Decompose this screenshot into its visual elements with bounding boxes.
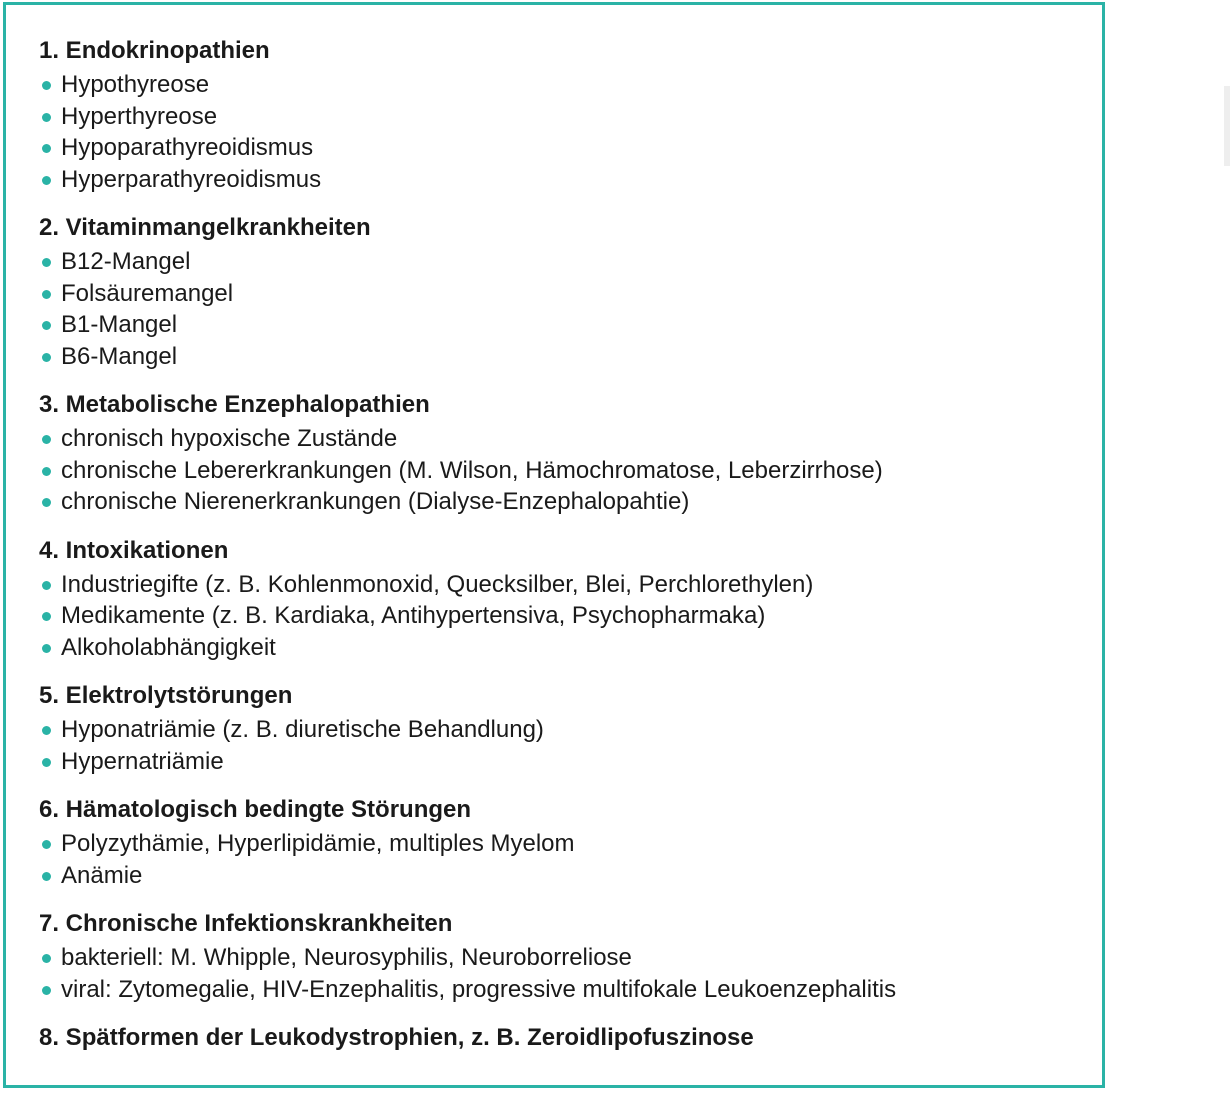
bullet-icon xyxy=(42,290,51,299)
bullet-icon xyxy=(42,113,51,122)
section-title: 3. Metabolische Enzephalopathien xyxy=(39,391,430,418)
bullet-icon xyxy=(42,986,51,995)
list-item xyxy=(39,860,1092,892)
section-title: 8. Spätformen der Leukodystrophien, z. B. Zeroidlipofuszinose xyxy=(39,1024,754,1051)
bullet-icon xyxy=(42,872,51,881)
bullet-icon xyxy=(42,353,51,362)
list-item-text: Polyzythämie, Hyperlipidämie, multiples Myelom xyxy=(61,830,575,857)
section xyxy=(39,535,1092,664)
list-item-text: Hyperparathyreoidismus xyxy=(61,165,322,193)
list-item-text: chronische Nierenerkrankungen (Dialyse-Enzephalopahtie) xyxy=(61,488,690,515)
list-item xyxy=(39,132,1092,164)
list-item xyxy=(39,942,1092,974)
bullet-icon xyxy=(42,612,51,621)
list-item xyxy=(39,455,1092,487)
section xyxy=(39,794,1092,891)
list-item-text: chronisch hypoxische Zustände xyxy=(61,425,398,452)
section-title: 7. Chronische Infektionskrankheiten xyxy=(39,910,453,937)
bullet-icon xyxy=(42,435,51,444)
list-item xyxy=(39,246,1092,278)
bullet-icon xyxy=(42,644,51,653)
side-marker xyxy=(1224,86,1230,166)
item-list xyxy=(39,942,1092,1005)
bullet-icon xyxy=(42,81,51,90)
list-item xyxy=(39,101,1092,133)
item-list xyxy=(39,69,1092,195)
item-list xyxy=(39,246,1092,372)
bullet-icon xyxy=(42,467,51,476)
list-item xyxy=(39,309,1092,341)
bullet-icon xyxy=(42,954,51,963)
list-item xyxy=(39,974,1092,1006)
item-list xyxy=(39,828,1092,891)
list-item xyxy=(39,423,1092,455)
list-item-text: B12-Mangel xyxy=(61,248,191,275)
list-item-text: Alkoholabhängigkeit xyxy=(61,633,276,661)
bullet-icon xyxy=(42,258,51,267)
list-item-text: Anämie xyxy=(61,861,143,889)
list-item xyxy=(39,746,1092,778)
section-title: 4. Intoxikationen xyxy=(39,536,229,564)
list-item-text: Folsäuremangel xyxy=(61,279,234,307)
section-list xyxy=(39,35,1092,1071)
list-item xyxy=(39,714,1092,746)
list-item xyxy=(39,486,1092,518)
section xyxy=(39,680,1092,777)
bullet-icon xyxy=(42,758,51,767)
section-title: 6. Hämatologisch bedingte Störungen xyxy=(39,796,472,823)
item-list xyxy=(39,569,1092,664)
bullet-icon xyxy=(42,498,51,507)
bullet-icon xyxy=(42,726,51,735)
section-title: 5. Elektrolytstörungen xyxy=(39,682,293,709)
list-item-text: bakteriell: M. Whipple, Neurosyphilis, Neuroborreliose xyxy=(61,944,632,971)
list-item xyxy=(39,164,1092,196)
list-item-text: Industriegifte (z. B. Kohlenmonoxid, Quecksilber, Blei, Perchlorethylen) xyxy=(61,570,814,598)
section xyxy=(39,908,1092,1005)
section xyxy=(39,1022,1092,1054)
list-item xyxy=(39,632,1092,664)
list-item xyxy=(39,341,1092,373)
bullet-icon xyxy=(42,176,51,185)
list-item-text: Hypernatriämie xyxy=(61,747,224,775)
list-item-text: Hyponatriämie (z. B. diuretische Behandlung) xyxy=(61,716,544,743)
list-item-text: Hyperthyreose xyxy=(61,102,218,130)
item-list xyxy=(39,423,1092,518)
section xyxy=(39,389,1092,518)
section xyxy=(39,212,1092,372)
list-item-text: Hypoparathyreoidismus xyxy=(61,134,314,161)
bullet-icon xyxy=(42,321,51,330)
bullet-icon xyxy=(42,840,51,849)
section-title: 2. Vitaminmangelkrankheiten xyxy=(39,214,371,241)
list-item-text: Medikamente (z. B. Kardiaka, Antihypertensiva, Psychopharmaka) xyxy=(61,602,766,629)
bullet-icon xyxy=(42,144,51,153)
list-item-text: Hypothyreose xyxy=(61,71,210,98)
list-item-text: chronische Lebererkrankungen (M. Wilson, Hämochromatose, Leberzirrhose) xyxy=(61,456,883,484)
list-item xyxy=(39,278,1092,310)
list-item-text: B1-Mangel xyxy=(61,311,178,338)
content-box xyxy=(3,2,1105,1088)
list-item xyxy=(39,569,1092,601)
bullet-icon xyxy=(42,581,51,590)
list-item xyxy=(39,69,1092,101)
list-item-text: B6-Mangel xyxy=(61,342,178,370)
item-list xyxy=(39,714,1092,777)
list-item-text: viral: Zytomegalie, HIV-Enzephalitis, progressive multifokale Leukoenzephalitis xyxy=(61,975,897,1003)
list-item xyxy=(39,828,1092,860)
list-item xyxy=(39,600,1092,632)
section-title: 1. Endokrinopathien xyxy=(39,37,270,64)
section xyxy=(39,35,1092,195)
